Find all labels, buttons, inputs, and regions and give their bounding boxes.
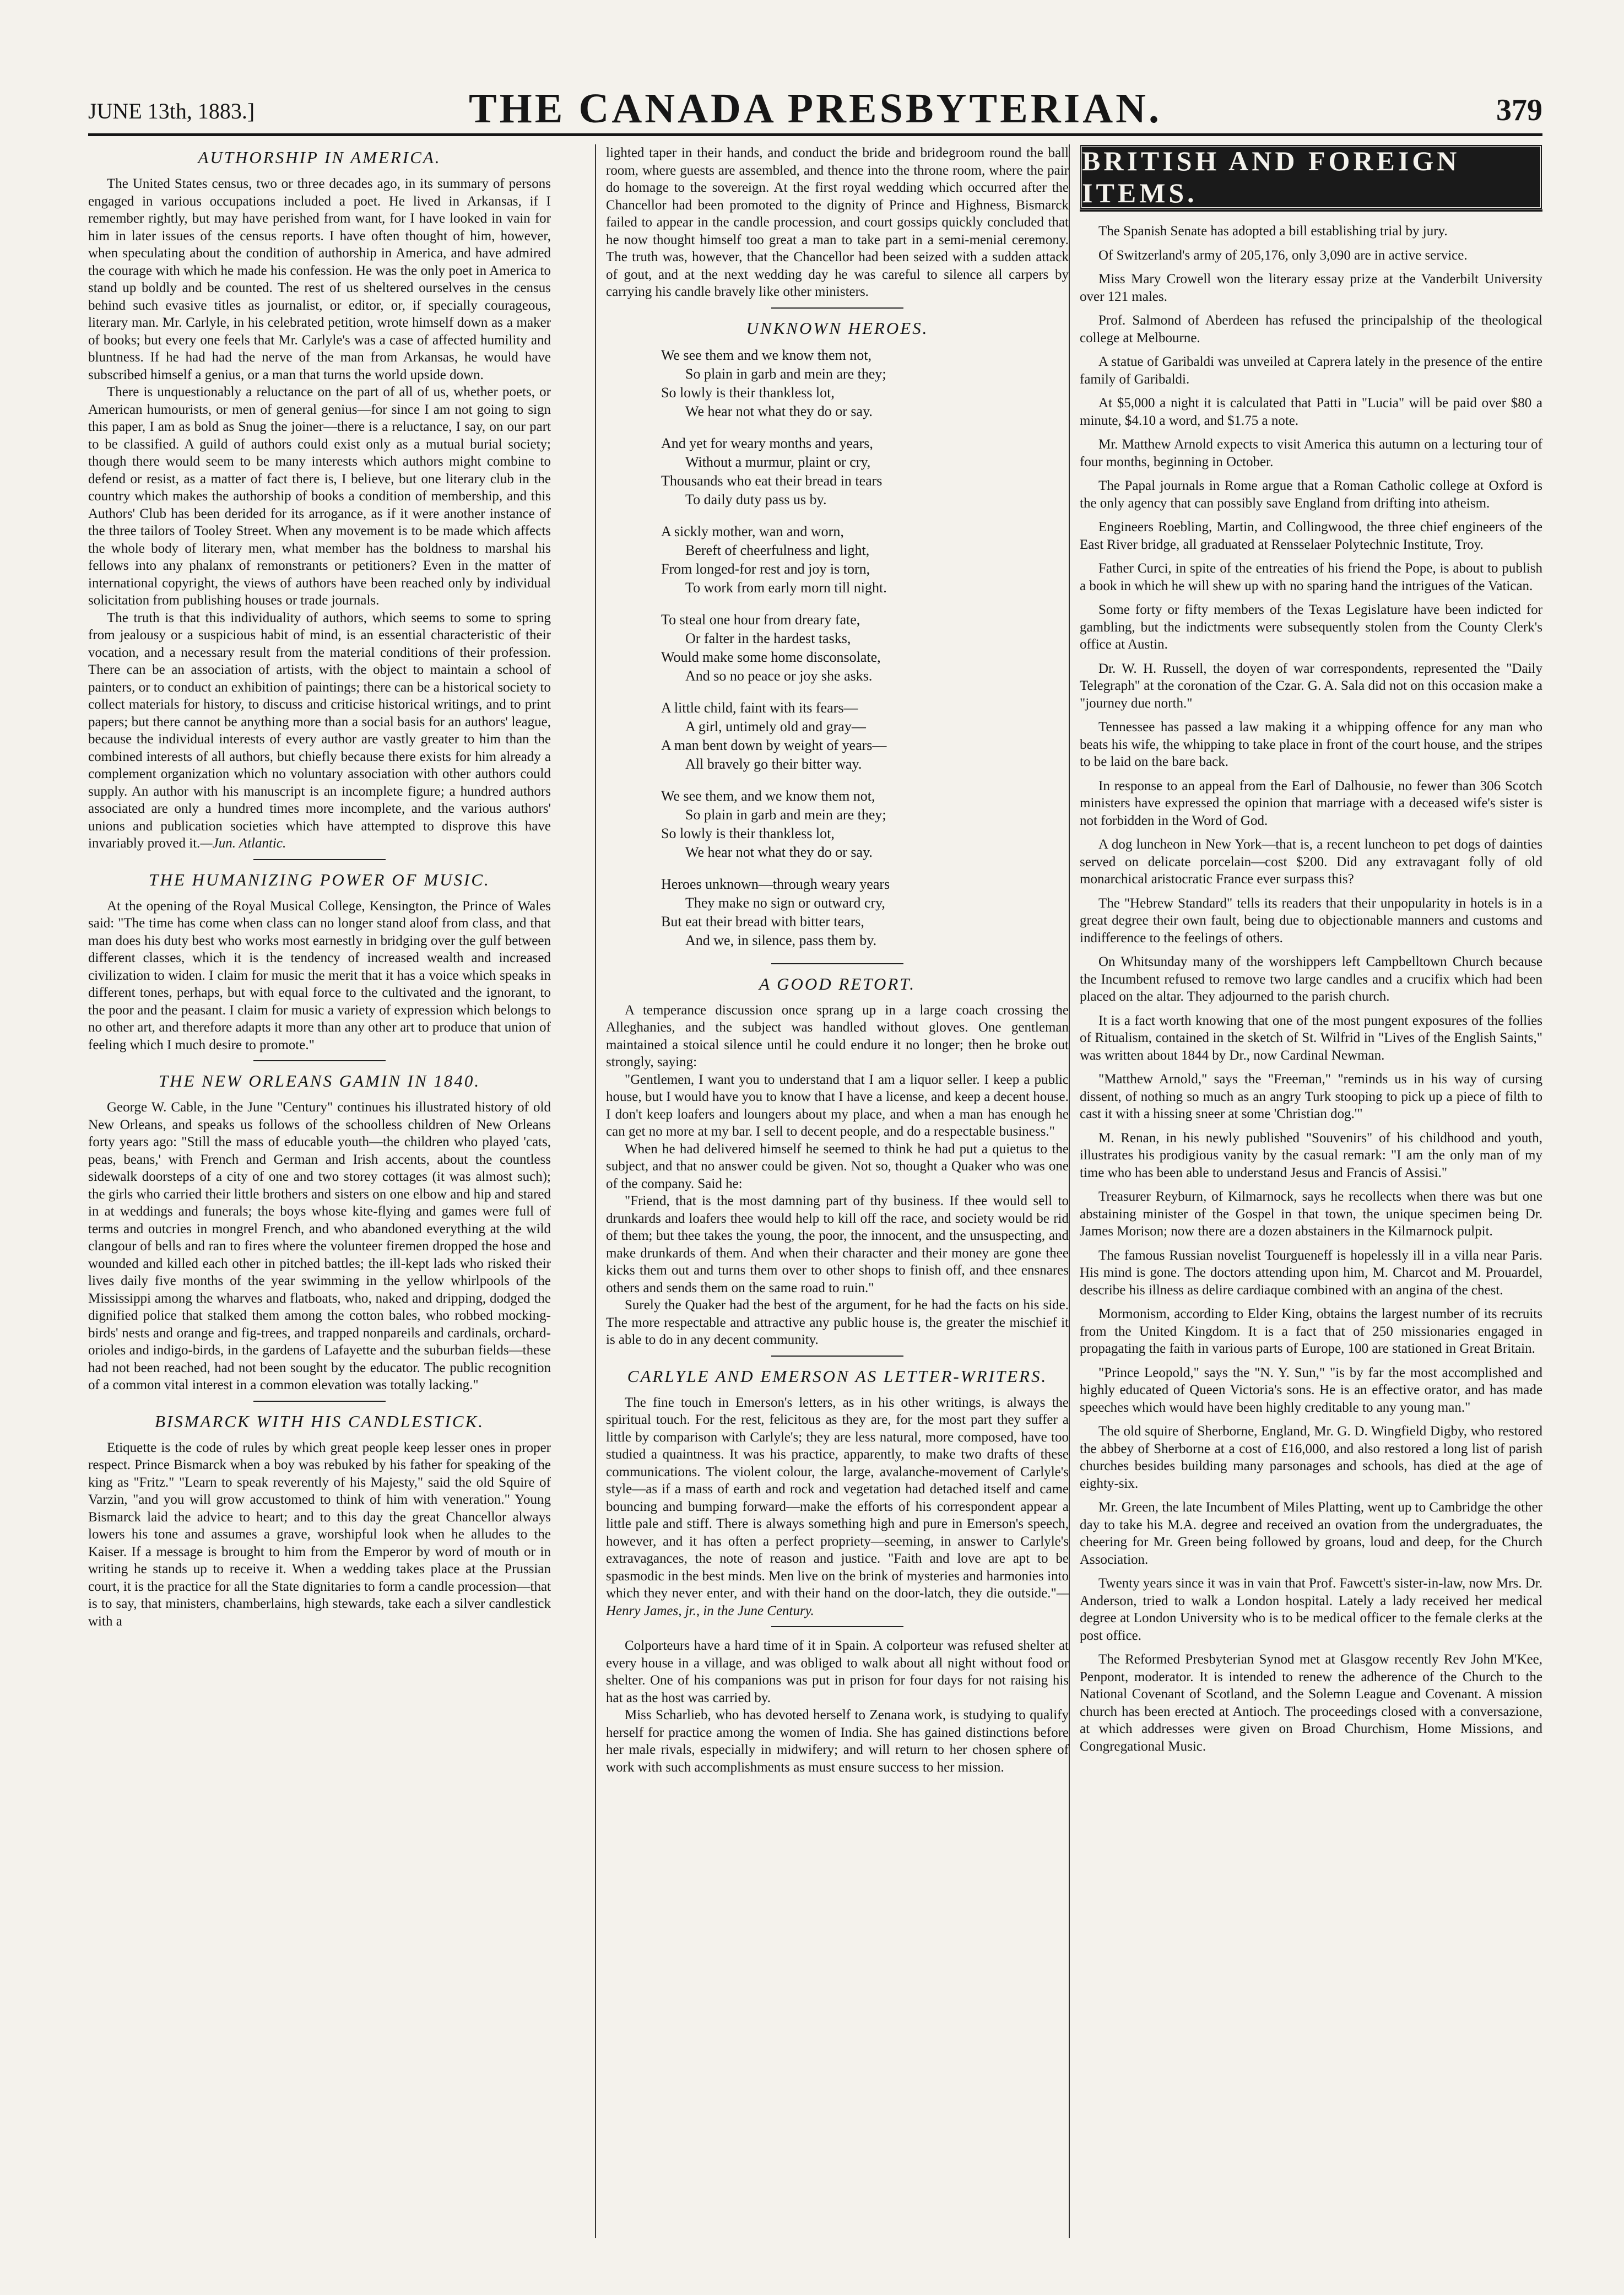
poem-line: So plain in garb and mein are they; xyxy=(685,365,886,382)
news-item: Of Switzerland's army of 205,176, only 3,090 are in active service. xyxy=(1098,247,1468,263)
poem-title: UNKNOWN HEROES. xyxy=(746,318,929,338)
poem-line: And yet for weary months and years, xyxy=(661,435,873,451)
article-music xyxy=(88,870,551,1062)
issue-date: JUNE 13th, 1883.] xyxy=(88,99,255,123)
section-rule xyxy=(253,1060,386,1061)
news-item: A statue of Garibaldi was unveiled at Caprera lately in the presence of the entire family of Garibaldi. xyxy=(1080,354,1542,387)
poem-line: We see them, and we know them not, xyxy=(661,787,875,804)
article-heading: CARLYLE AND EMERSON AS LETTER-WRITERS. xyxy=(627,1366,1048,1386)
poem-line: But eat their bread with bitter tears, xyxy=(661,913,864,930)
news-item: Mr. Matthew Arnold expects to visit America this autumn on a lecturing tour of four months, beginning in October. xyxy=(1080,437,1542,469)
news-item: Engineers Roebling, Martin, and Collingwood, the three chief engineers of the East River bridge, all graduated at Rensselaer Polytechnic Institute, Troy. xyxy=(1080,520,1542,552)
credit-line: —Jun. Atlantic. xyxy=(200,836,286,851)
poem-line: A man bent down by weight of years— xyxy=(661,737,887,753)
section-rule xyxy=(253,1401,386,1402)
news-item: "Prince Leopold," says the "N. Y. Sun," "is by far the most accomplished and highly educated of Queen Victoria's sons. He is an effective orator, and has made speeches which would have been highly creditable to any young man." xyxy=(1080,1365,1542,1415)
news-item: Twenty years since it was in vain that Prof. Fawcett's sister-in-law, now Mrs. Dr. Anderson, tried to walk a London hospital. Lately a lady received her medical degree at London University who is to be medical officer to the female clerks at the post office. xyxy=(1080,1576,1542,1643)
news-item: M. Renan, in his newly published "Souvenirs" of his childhood and youth, illustrates his prodigious vanity by the casual remark: "I am the only man of my time who has been able to understand Jesus and Francis of Assisi." xyxy=(1080,1130,1542,1180)
article-heading: AUTHORSHIP IN AMERICA. xyxy=(198,148,441,167)
section-rule xyxy=(253,859,386,860)
article-heading: BISMARCK WITH HIS CANDLESTICK. xyxy=(154,1411,485,1431)
news-item: The famous Russian novelist Tourgueneff is hopelessly ill in a villa near Paris. His mind is gone. The doctors attending upon him, M. Charcot and M. Prouardel, describe his illness as delire cardiaque combined with an angina of the chest. xyxy=(1080,1248,1542,1298)
article-bismarck-continued xyxy=(606,144,1069,309)
news-item: "Matthew Arnold," says the "Freeman," "reminds us in his way of cursing dissent, of nothing so much as an angry Turk stooping to pick up a piece of filth to cast it with a hissing sneer at some 'Christian dog.'" xyxy=(1080,1072,1542,1121)
news-item: The old squire of Sherborne, England, Mr. G. D. Wingfield Digby, who restored the abbey of Sherborne at a cost of £16,000, and also restored a long list of parish churches besides building many parsonages and schools, has died at the age of eighty-six. xyxy=(1080,1424,1542,1491)
section-rule xyxy=(771,1626,903,1627)
news-items xyxy=(1080,223,1542,1755)
news-item: Miss Mary Crowell won the literary essay prize at the Vanderbilt University over 121 males. xyxy=(1080,272,1542,304)
news-item: Dr. W. H. Russell, the doyen of war correspondents, represented the "Daily Telegraph" at the coronation of the Czar. G. A. Sala did not on this occasion make a "journey due north." xyxy=(1080,661,1542,711)
poem-line: From longed-for rest and joy is torn, xyxy=(661,560,870,577)
paragraph: Etiquette is the code of rules by which great people keep lesser ones in proper respect. Prince Bismarck when a boy was rebuked by his father for speaking of the king as "Fritz." "Learn to speak reverently of his Majesty," said the old Squire of Varzin, "and you will grow accustomed to think of him with veneration." Young Bismarck laid the advice to heart; and to this day the great Chancellor always lowers his tone and assumes a grave, worshipful look when he alludes to the Kaiser. If a message is brought to him from the Emperor by word of mouth or in writing he stands up to receive it. When a wedding takes place at the Prussian court, it is the practice for all the State dignitaries to form a candle procession—that is to say, that ministers, chamberlains, high stewards, take each a silver candlestick with a xyxy=(88,1440,551,1629)
poem-line: Thousands who eat their bread in tears xyxy=(661,472,883,489)
news-item: The Papal journals in Rome argue that a Roman Catholic college at Oxford is the only agency that can possibly save England from drifting into atheism. xyxy=(1080,478,1542,511)
poem-line: So lowly is their thankless lot, xyxy=(661,384,835,401)
section-rule xyxy=(771,307,903,309)
stanza xyxy=(661,787,1069,862)
poem-line: To daily duty pass us by. xyxy=(685,491,827,507)
poem-line: And we, in silence, pass them by. xyxy=(685,932,877,948)
paragraph: "Friend, that is the most damning part of thy business. If thee would sell to drunkards and loafers thee would help to kill off the race, and society would be rid of them; but thee takes the young, the poor, the innocent, and the unsuspecting, and make drunkards of them. And when their character and their money are gone thee kicks them out and turns them over to other shops to finish off, and thee ensnares others and sends them on the same road to ruin." xyxy=(606,1194,1069,1295)
poem-line: A little child, faint with its fears— xyxy=(661,699,858,716)
brief-notes xyxy=(606,1637,1069,1776)
paragraph: There is unquestionably a reluctance on the part of all of us, whether poets, or American humourists, or men of general genius—for since I am not going to sign this paper, I am as bold as Snug the joiner—there is a reluctance, I say, on our part to be classified. A guild of authors could exist only as a mutual burial society; though there would seem to be many interests which authors might combine to defend or resist, as a matter of fact there is, I believe, but one literary club in the country which makes the authorship of books a condition of membership, and this Authors' Club has been derided for its arrogance, as if it were another instance of the three tailors of Tooley Street. When any movement is to be made which affects the whole body of literary men, what member has the boldness to marshal his fellows into any phalanx of remonstrants or petitioners? Even in the matter of international copyright, the views of authors have been reached only by individual solicitation from publishing houses or trade journals. xyxy=(88,385,551,608)
news-item: Prof. Salmond of Aberdeen has refused the principalship of the theological college at Melbourne. xyxy=(1080,313,1542,345)
stanza xyxy=(661,699,1069,774)
article-carlyle-emerson xyxy=(606,1367,1069,1628)
news-item: Father Curci, in spite of the entreaties of his friend the Pope, is about to publish a book in which he will shew up with no sparing hand the intrigues of the Vatican. xyxy=(1080,561,1542,593)
credit-line: —Henry James, jr., in the June Century. xyxy=(606,1586,1069,1618)
paragraph: When he had delivered himself he seemed to think he had put a quietus to the subject, and that no answer could be given. Not so, thought a Quaker who was one of the company. Said he: xyxy=(606,1141,1069,1191)
poem-line: To work from early morn till night. xyxy=(685,579,887,596)
paragraph: The fine touch in Emerson's letters, as in his other writings, is always the spiritual touch. For the rest, felicitous as they are, for the most part they suffer a little by comparison with Carlyle's; they are less natural, more composed, have too studied a quaintness. It was his practice, apparently, to make two drafts of these communications. The violent colour, the large, avalanche-movement of Carlyle's style—as if a mass of earth and rock and vegetation had detached itself and came bouncing and bumping forward—make the efforts of his correspondent appear a little pale and stiff. There is always something high and pure in Emerson's speech, however, and it has often a perfect propriety—seeming, in answer to Carlyle's extravagances, the note of reason and justice. "Faith and love are apt to be spasmodic in the best minds. Men live on the brink of mysteries and harmonies into which they never enter, and with their hand on the door-latch, they die outside."—Henry James, jr., in the June Century. xyxy=(606,1395,1069,1618)
stanza xyxy=(661,434,1069,509)
poem-line: All bravely go their bitter way. xyxy=(685,755,862,772)
masthead xyxy=(88,83,1542,136)
news-item: A dog luncheon in New York—that is, a recent luncheon to pet dogs of dainties served on delicate porcelain—cost $200. Did any extravagant folly of old monarchical aristocratic France ever surpass this? xyxy=(1080,837,1542,887)
news-item: At $5,000 a night it is calculated that Patti in "Lucia" will be paid over $80 a minute, $4.10 a word, and $1.75 a note. xyxy=(1080,396,1542,428)
paragraph: Miss Scharlieb, who has devoted herself to Zenana work, is studying to qualify herself for practice among the women of India. She has gained distinctions before her male rivals, especially in midwifery; and will return to her chosen sphere of work with such accomplishments as must ensure success to her mission. xyxy=(606,1708,1069,1775)
column-rule xyxy=(1069,144,1070,2238)
article-heading: THE NEW ORLEANS GAMIN IN 1840. xyxy=(158,1071,481,1090)
paragraph: The United States census, two or three decades ago, in its summary of persons engaged in various occupations included a poet. He lived in Arkansas, if I remember rightly, but may have perished from want, for I have looked in vain for him in later issues of the census reports. I have often thought of him, however, when speculating about the condition of authorship in America, and have admired the courage with which he made his confession. He was the only poet in America to stand up boldly and be counted. The rest of us sheltered ourselves in the census behind such evasive titles as journalist, or editor, or, if specially courageous, literary man. Mr. Carlyle, in his celebrated petition, wrote himself down as a maker of books; but every one feels that Mr. Carlyle's was a case of affected humility and bluntness. If he had had the nerve of the man from Arkansas, he would have subscribed himself a genius, or a man that turns the world upside down. xyxy=(88,176,551,382)
page-number: 379 xyxy=(1496,93,1542,127)
news-item: Some forty or fifty members of the Texas Legislature have been indicted for gambling, but the indictments were subsequently stolen from the County Clerk's office at Austin. xyxy=(1080,602,1542,652)
article-authorship xyxy=(88,148,551,860)
section-rule xyxy=(771,963,903,964)
poem-line: And so no peace or joy she asks. xyxy=(685,667,873,684)
poem-line: A girl, untimely old and gray— xyxy=(685,718,866,735)
poem-line: They make no sign or outward cry, xyxy=(685,894,885,911)
column-1 xyxy=(88,144,551,2249)
article-good-retort xyxy=(606,974,1069,1357)
article-heading: THE HUMANIZING POWER OF MUSIC. xyxy=(149,870,490,889)
paragraph: Surely the Quaker had the best of the argument, for he had the facts on his side. The more respectable and attractive any public house is, the greater the mischief it is able to do in any decent community. xyxy=(606,1298,1069,1347)
article-bismarck xyxy=(88,1412,551,1630)
news-item: On Whitsunday many of the worshippers left Campbelltown Church because the Incumbent refused to remove two large candles and a crucifix which had been placed on the altar. They adjourned to the parish church. xyxy=(1080,954,1542,1004)
poem-line: Bereft of cheerfulness and light, xyxy=(685,542,870,558)
column-2 xyxy=(606,144,1069,2249)
news-item: It is a fact worth knowing that one of the most pungent exposures of the follies of Ritualism, contained in the sketch of St. Wilfrid in "Lives of the English Saints," was written about 1844 by Dr., now Cardinal Newman. xyxy=(1080,1013,1542,1063)
paragraph: The truth is that this individuality of authors, which seems to some to spring from jealousy or a suspicious habit of mind, is an essential characteristic of their vocation, and a necessary result from the material conditions of their profession. There can be an association of artists, with the object to maintain a school of painters, or to conduct an exhibition of paintings; there can be a historical society to collect materials for history, to discuss and criticise historical writings, and to print papers; but there cannot be anything more than a social basis for an authors' league, because the individual interests of every author are vastly greater to him than the combined interests of all authors, but chiefly because there exists for him already a complement organization which no voluntary association with other authors could supply. An author with his manuscript is an incomplete figure; a hundred authors associated are only a hundred times more incomplete, and the various authors' unions and publication societies which have attempted to disprove this have invariably proved it.—Jun. Atlantic. xyxy=(88,610,551,851)
column-rule xyxy=(595,144,596,2238)
paragraph: A temperance discussion once sprang up in a large coach crossing the Alleghanies, and the subject was handled without gloves. One gentleman maintained a stoical silence until he could endure it no longer; then he broke out strongly, saying: xyxy=(606,1002,1069,1070)
paragraph: lighted taper in their hands, and conduct the bride and bridegroom round the ball room, where guests are assembled, and thence into the throne room, where the pair do homage to the sovereign. At the first royal wedding which occurred after the Chancellor had been promoted to the dignity of Prince and Highness, Bismarck failed to appear in the candle procession, and court gossips quickly concluded that he now thought himself too great a man to take part in a semi-menial ceremony. The truth was, however, that the Chancellor had been seized with a sudden attack of gout, and at the next wedding day he was careful to silence all carpers by carrying his candle bravely like other ministers. xyxy=(606,145,1069,299)
paragraph: "Gentlemen, I want you to understand that I am a liquor seller. I keep a public house, but I would have you to know that I have a license, and keep a decent house. I don't keep loafers and loungers about my place, and when a man has enough he can get no more at my bar. I sell to decent people, and do a respectable business." xyxy=(606,1072,1069,1139)
stanza xyxy=(661,875,1069,950)
section-rule xyxy=(771,1356,903,1357)
stanza xyxy=(661,346,1069,421)
poem-line: A sickly mother, wan and worn, xyxy=(661,523,844,539)
newspaper-title: THE CANADA PRESBYTERIAN. xyxy=(468,85,1162,132)
poem-line: Or falter in the hardest tasks, xyxy=(685,630,851,646)
poem-line: We hear not what they do or say. xyxy=(685,403,873,419)
poem-line: Without a murmur, plaint or cry, xyxy=(685,453,871,470)
news-item: In response to an appeal from the Earl of Dalhousie, no fewer than 306 Scotch ministers have expressed the opinion that marriage with a deceased wife's sister is not forbidden in the Word of God. xyxy=(1080,778,1542,828)
news-item: The Spanish Senate has adopted a bill establishing trial by jury. xyxy=(1098,224,1448,239)
poem-line: We see them and we know them not, xyxy=(661,347,872,363)
section-banner: BRITISH AND FOREIGN ITEMS. xyxy=(1080,144,1542,209)
news-item: Treasurer Reyburn, of Kilmarnock, says he recollects when there was but one abstaining minister of the Gospel in that town, the unique specimen being Dr. James Morison; now there are a dozen abstainers in the Kilmarnock pulpit. xyxy=(1080,1189,1542,1239)
news-item: Mormonism, according to Elder King, obtains the largest number of its recruits from the United Kingdom. It is a fact that of 250 missionaries engaged in propagating the faith in various parts of Europe, 100 are stationed in Great Britain. xyxy=(1080,1306,1542,1356)
news-item: The Reformed Presbyterian Synod met at Glasgow recently Rev John M'Kee, Penpont, moderator. It is intended to renew the adherence of the Church to the National Covenant of Scotland, and the Solemn League and Covenant. A mission church has been erected at Antioch. The proceedings closed with a conversazione, at which addresses were given on Broad Churchism, Home Missions, and Congregational Music. xyxy=(1080,1652,1542,1754)
column-3 xyxy=(1080,144,1542,2249)
stanza xyxy=(661,611,1069,685)
stanza xyxy=(661,522,1069,597)
poem-line: To steal one hour from dreary fate, xyxy=(661,611,860,628)
news-item: Tennessee has passed a law making it a whipping offence for any man who beats his wife, the whipping to take place in front of the court house, and the stripes to be laid on the bare back. xyxy=(1080,720,1542,769)
poem-line: So lowly is their thankless lot, xyxy=(661,825,835,841)
news-item: Mr. Green, the late Incumbent of Miles Platting, went up to Cambridge the other day to take his M.A. degree and received an ovation from the undergraduates, the cheering for Mr. Green being followed by groans, loud and deep, for the Church Association. xyxy=(1080,1500,1542,1567)
poem-unknown-heroes xyxy=(606,318,1069,964)
news-item: The "Hebrew Standard" tells its readers that their unpopularity in hotels is in a great degree their own fault, being due to objectionable manners and customs and indifference to the feelings of others. xyxy=(1080,895,1542,946)
poem-line: Would make some home disconsolate, xyxy=(661,649,881,665)
poem-line: So plain in garb and mein are they; xyxy=(685,806,886,823)
poem-body xyxy=(661,346,1069,950)
paragraph: George W. Cable, in the June "Century" continues his illustrated history of old New Orleans, and speaks us follows of the schoolless children of New Orleans forty years ago: "Still the mass of educable youth—the children who played 'cats, peas, beans,' with French and German and Irish accents, about the countless sidewalk doorsteps of a city of one and two storey cottages (it was almost such); the girls who carried their little brothers and sisters on one elbow and hip and stared in at weddings and funerals; the boys whose kite-flying and games were full of terms and outcries in mongrel French, and who abandoned everything at the wild clangour of bells and ran to fires where the volunteer firemen dropped the hose and wounded and killed each other in pitched battles; the ill-kept lads who risked their lives daily five months of the year swimming in the yellow whirlpools of the Mississippi among the wharves and flatboats, who, naked and dripping, dodged the dignified police that stalked them among the cotton bales, who robbed mocking-birds' nests and orange and fig-trees, and trapped nonpareils and cardinals, orchard-orioles and indigo-birds, in the gardens of Lafayette and the suburban fields—these had not been reached, had not been sought by the educator. The public recognition of a common vital interest in a common elevation was totally lacking." xyxy=(88,1100,551,1392)
article-gamin xyxy=(88,1071,551,1402)
paragraph: At the opening of the Royal Musical College, Kensington, the Prince of Wales said: "The time has come when class can no longer stand aloof from class, and that man does his duty best who works most earnestly in bridging over the gulf between different classes, which it is the tendency of increased wealth and increased civilization to widen. I claim for music the merit that it has a voice which speaks in different tones, perhaps, but with equal force to the cultivated and the ignorant, to the poor and the peasant. I claim for music a variety of expression which belongs to no other art, and therefore adapts it more than any other art to produce that union of feeling which I much desire to promote." xyxy=(88,898,551,1052)
article-heading: A GOOD RETORT. xyxy=(759,974,916,993)
paragraph: Colporteurs have a hard time of it in Spain. A colporteur was refused shelter at every house in a village, and was obliged to walk about all night without food or shelter. One of his companions was put in prison for four days for not raising his hat as the host was carried by. xyxy=(606,1638,1069,1705)
poem-line: We hear not what they do or say. xyxy=(685,844,873,860)
poem-line: Heroes unknown—through weary years xyxy=(661,876,890,892)
